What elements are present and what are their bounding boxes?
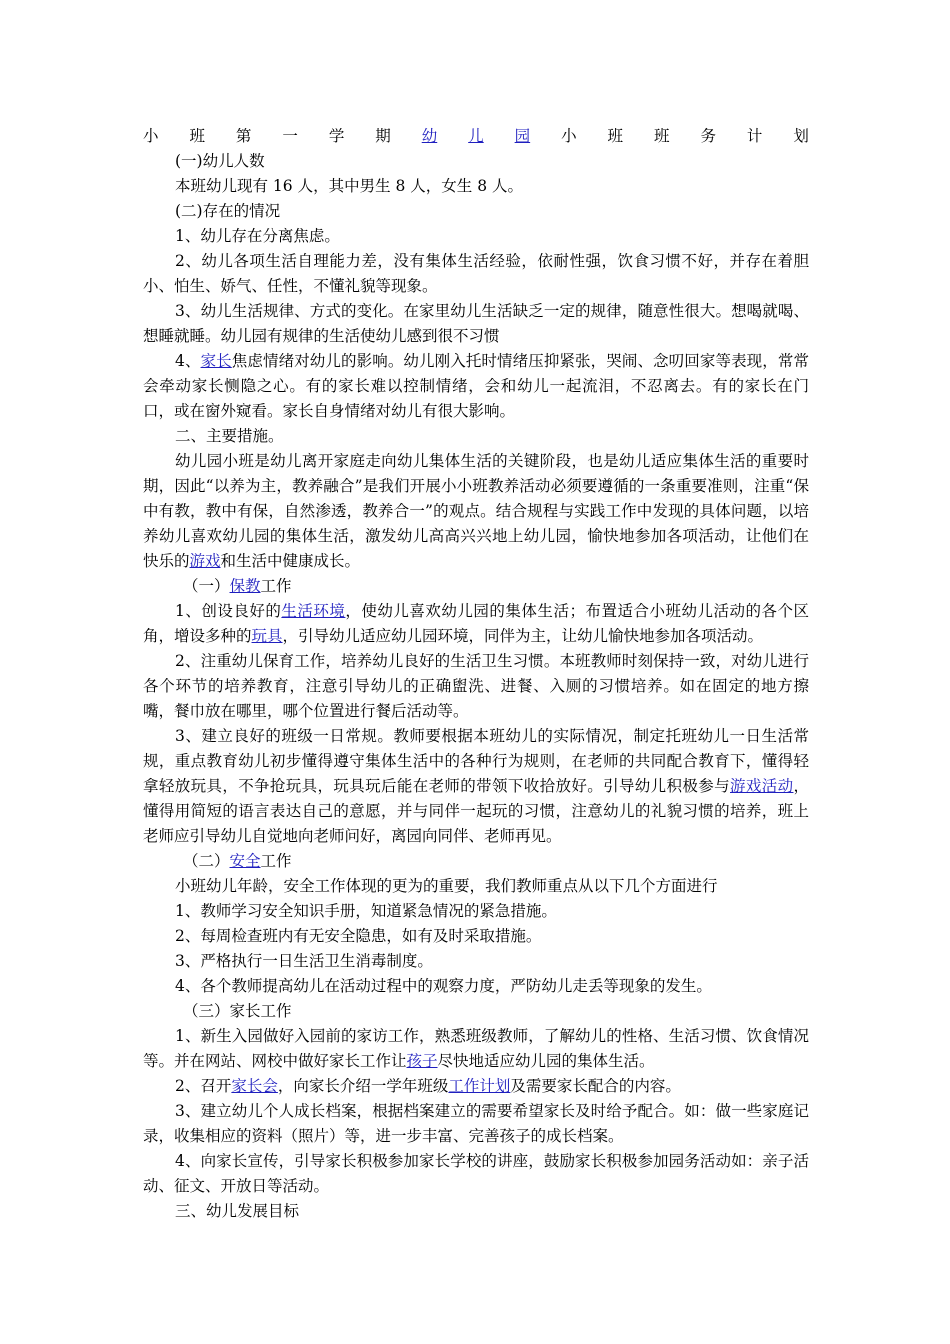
paragraph-text: (二)存在的情况 xyxy=(175,202,281,220)
title-link-char[interactable]: 儿 xyxy=(468,127,484,145)
inline-link[interactable]: 玩具 xyxy=(251,627,283,645)
paragraph-text: 1、新生入园做好入园前的家访工作，熟悉班级教师，了解幼儿的性格、生活习惯、饮食情况等。并在网站、网校中做好家长工作让 xyxy=(143,1027,809,1070)
paragraph-text: 二、主要措施。 xyxy=(175,427,284,445)
title-char: 划 xyxy=(793,127,809,145)
paragraph-text: 1、幼儿存在分离焦虑。 xyxy=(175,227,340,245)
paragraph-text: 工作 xyxy=(260,852,292,870)
paragraph-text: 3、严格执行一日生活卫生消毒制度。 xyxy=(175,952,433,970)
paragraph xyxy=(143,649,809,724)
paragraph-text: 和生活中健康成长。 xyxy=(220,552,361,570)
paragraph-text: （二） xyxy=(183,852,230,870)
title-char: 小 xyxy=(143,127,159,145)
paragraph xyxy=(143,899,809,924)
paragraph-text: 2、幼儿各项生活自理能力差，没有集体生活经验，依耐性强，饮食习惯不好，并存在着胆小、怕生、娇气、任性，不懂礼貌等现象。 xyxy=(143,252,809,295)
inline-link[interactable]: 生活环境 xyxy=(281,602,346,620)
paragraph-text: 4、 xyxy=(175,352,201,370)
paragraph xyxy=(143,974,809,999)
paragraph xyxy=(143,574,809,599)
paragraph-text: 及需要家长配合的内容。 xyxy=(510,1077,681,1095)
inline-link[interactable]: 保教 xyxy=(229,577,261,595)
title-char: 班 xyxy=(189,127,205,145)
inline-link[interactable]: 家长 xyxy=(200,352,232,370)
title-char: 计 xyxy=(746,127,763,145)
paragraph xyxy=(143,424,809,449)
paragraph xyxy=(143,249,809,299)
title-link-char[interactable]: 园 xyxy=(514,127,531,145)
inline-link[interactable]: 工作计划 xyxy=(448,1077,511,1095)
paragraph xyxy=(143,1074,809,1099)
document-title xyxy=(143,124,809,149)
document-body xyxy=(143,124,809,1224)
paragraph-text: ，向家长介绍一学年班级 xyxy=(277,1077,449,1095)
paragraph xyxy=(143,449,809,574)
paragraph-text: 4、各个教师提高幼儿在活动过程中的观察力度，严防幼儿走丢等现象的发生。 xyxy=(175,977,712,995)
paragraph xyxy=(143,724,809,849)
paragraph xyxy=(143,949,809,974)
paragraph-text: 3、建立幼儿个人成长档案，根据档案建立的需要希望家长及时给予配合。如：做一些家庭记录，收集相应的资料（照片）等，进一步丰富、完善孩子的成长档案。 xyxy=(143,1102,809,1145)
paragraph xyxy=(143,1099,809,1149)
title-char: 小 xyxy=(561,127,577,145)
title-link-char[interactable]: 幼 xyxy=(421,127,438,145)
paragraph xyxy=(143,299,809,349)
paragraph-text: 3、幼儿生活规律、方式的变化。在家里幼儿生活缺乏一定的规律，随意性很大。想喝就喝、想睡就睡。幼儿园有规律的生活使幼儿感到很不习惯 xyxy=(143,302,809,345)
paragraph xyxy=(143,224,809,249)
paragraph-text: 幼儿园小班是幼儿离开家庭走向幼儿集体生活的关键阶段，也是幼儿适应集体生活的重要时期，因此“以养为主，教养融合”是我们开展小小班教养活动必须要遵循的一条重要准则，注重“保中有教，教中有保，自然渗透，教养合一”的观点。结合规程与实践工作中发现的具体问题，以培养幼儿喜欢幼儿园的集体生活，激发幼儿高高兴兴地上幼儿园，愉快地参加各项活动，让他们在快乐的 xyxy=(143,452,809,570)
paragraph-text: （一） xyxy=(183,577,230,595)
paragraph-text: ，懂得用简短的语言表达自己的意愿，并与同伴一起玩的习惯，注意幼儿的礼貌习惯的培养，班上老师应引导幼儿自觉地向老师问好，离园向同伴、老师再见。 xyxy=(143,777,809,845)
title-char: 班 xyxy=(607,127,624,145)
inline-link[interactable]: 安全 xyxy=(229,852,261,870)
paragraph xyxy=(143,149,809,174)
paragraph-text: （三）家长工作 xyxy=(183,1002,292,1020)
paragraph xyxy=(143,599,809,649)
paragraph xyxy=(143,199,809,224)
title-char: 班 xyxy=(653,127,670,145)
paragraph xyxy=(143,874,809,899)
paragraphs xyxy=(143,149,809,1224)
inline-link[interactable]: 孩子 xyxy=(406,1052,438,1070)
title-char: 学 xyxy=(328,127,345,145)
paragraph-text: 1、创设良好的 xyxy=(175,602,282,620)
paragraph xyxy=(143,174,809,199)
paragraph-text: 工作 xyxy=(260,577,292,595)
paragraph xyxy=(143,349,809,424)
paragraph-text: 尽快地适应幼儿园的集体生活。 xyxy=(437,1052,655,1070)
paragraph xyxy=(143,924,809,949)
title-char: 一 xyxy=(282,127,298,145)
inline-link[interactable]: 游戏活动 xyxy=(730,777,794,795)
paragraph-text: 2、每周检查班内有无安全隐患，如有及时采取措施。 xyxy=(175,927,542,945)
title-char: 务 xyxy=(700,127,716,145)
paragraph-text: ，引导幼儿适应幼儿园环境，同伴为主，让幼儿愉快地参加各项活动。 xyxy=(282,627,764,645)
paragraph-text: 2、召开 xyxy=(175,1077,232,1095)
paragraph-text: 3、建立良好的班级一日常规。教师要根据本班幼儿的实际情况，制定托班幼儿一日生活常规，重点教育幼儿初步懂得遵守集体生活中的各种行为规则，在老师的共同配合教育下，懂得轻拿轻放玩具，不争抢玩具，玩具玩后能在老师的带领下收拾放好。引导幼儿积极参与 xyxy=(143,727,809,795)
paragraph xyxy=(143,1199,809,1224)
title-char: 期 xyxy=(375,127,391,145)
paragraph-text: 小班幼儿年龄，安全工作体现的更为的重要，我们教师重点从以下几个方面进行 xyxy=(175,877,718,895)
paragraph-text: 4、向家长宣传，引导家长积极参加家长学校的讲座，鼓励家长积极参加园务活动如：亲子活动、征文、开放日等活动。 xyxy=(143,1152,809,1195)
paragraph xyxy=(143,1149,809,1199)
paragraph-text: 1、教师学习安全知识手册，知道紧急情况的紧急措施。 xyxy=(175,902,557,920)
paragraph-text: 本班幼儿现有 16 人，其中男生 8 人，女生 8 人。 xyxy=(175,177,524,195)
paragraph-text: 2、注重幼儿保育工作，培养幼儿良好的生活卫生习惯。本班教师时刻保持一致，对幼儿进行各个环节的培养教育，注意引导幼儿的正确盥洗、进餐、入厕的习惯培养。如在固定的地方擦嘴，餐巾放在哪里，哪个位置进行餐后活动等。 xyxy=(143,652,809,720)
title-char: 第 xyxy=(235,127,252,145)
inline-link[interactable]: 家长会 xyxy=(231,1077,278,1095)
inline-link[interactable]: 游戏 xyxy=(189,552,221,570)
paragraph-text: 三、幼儿发展目标 xyxy=(175,1202,300,1220)
paragraph xyxy=(143,1024,809,1074)
paragraph xyxy=(143,999,809,1024)
paragraph-text: 焦虑情绪对幼儿的影响。幼儿刚入托时情绪压抑紧张，哭闹、念叨回家等表现，常常会牵动家长恻隐之心。有的家长难以控制情绪，会和幼儿一起流泪，不忍离去。有的家长在门口，或在窗外窥看。家长自身情绪对幼儿有很大影响。 xyxy=(143,352,809,420)
paragraph xyxy=(143,849,809,874)
paragraph-text: ，使幼儿喜欢幼儿园的集体生活；布置适合小班幼儿活动的各个区角，增设多种的 xyxy=(143,602,809,645)
paragraph-text: (一)幼儿人数 xyxy=(175,152,265,170)
